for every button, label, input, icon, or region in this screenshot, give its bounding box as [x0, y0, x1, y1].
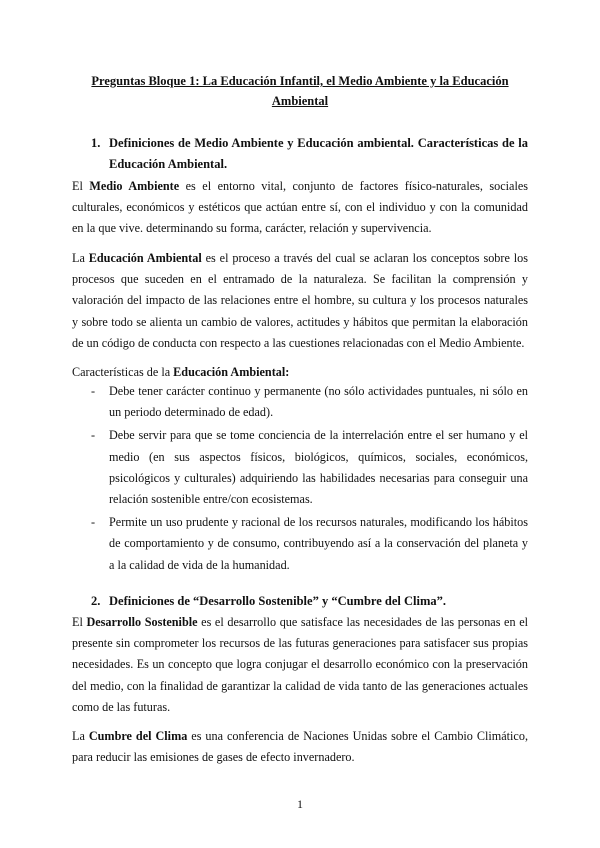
section-2-heading: [91, 591, 528, 612]
page-number: 1: [297, 797, 303, 811]
paragraph-text: es el desarrollo que satisface las necesidades de las personas en el presente sin comprometer los recursos de las futuras generaciones para satisfacer sus propias necesidades. Es un concepto que logra conjugar el desarrollo económico con la preservación del medio, con la finalidad de garantizar la calidad de vida tanto de las generaciones actuales como de las futuras.: [72, 615, 528, 714]
caracteristicas-list: [72, 381, 528, 578]
paragraph-text: es una conferencia de Naciones Unidas sobre el Cambio Climático, para reducir las emisiones de gases de efecto invernadero.: [72, 729, 528, 765]
list-item: [72, 512, 528, 576]
paragraph-cumbre-clima: [72, 726, 528, 768]
section-2-title: Definiciones de “Desarrollo Sostenible” y “Cumbre del Clima”.: [109, 594, 447, 608]
list-item-text: Debe tener carácter continuo y permanente (no sólo actividades puntuales, ni sólo en un periodo determinado de edad).: [109, 384, 528, 420]
paragraph-lead: El: [72, 179, 90, 193]
paragraph-text: es el entorno vital, conjunto de factores físico-naturales, sociales culturales, económicos y estéticos que actúan entre sí, con el individuo y con la comunidad en la que vive. determinando su forma, carácter, relación y supervivencia.: [72, 179, 528, 236]
paragraph-text: es el proceso a través del cual se aclaran los conceptos sobre los procesos que suceden en el entramado de la naturaleza. Se facilitan la comprensión y valoración del impacto de las relaciones entre el hombre, su cultura y los procesos naturales y sobre todo se alienta un cambio de valores, actitudes y hábitos que permitan la elaboración de un código de conducta con respecto a las cuestiones relacionadas con el Medio Ambiente.: [72, 251, 528, 350]
paragraph-lead: La: [72, 729, 89, 743]
list-item-text: Permite un uso prudente y racional de los recursos naturales, modificando los hábitos de comportamiento y de consumo, contribuyendo así a la conservación del planeta y a la calidad de vida de la humanidad.: [109, 515, 528, 572]
term-cumbre-clima: Cumbre del Clima: [88, 729, 188, 743]
dash-bullet: -: [91, 428, 96, 443]
paragraph-lead: La: [72, 251, 89, 265]
paragraph-lead: Características de la: [72, 365, 174, 379]
section-1-number: 1.: [91, 136, 101, 150]
dash-bullet: -: [91, 384, 96, 398]
term-educacion-ambiental: Educación Ambiental:: [173, 365, 290, 379]
dash-bullet: -: [91, 515, 96, 530]
list-item: [72, 381, 528, 423]
paragraph-medio-ambiente: [72, 176, 528, 240]
paragraph-desarrollo-sostenible: [72, 612, 528, 718]
list-item: [72, 425, 528, 510]
document-title: Preguntas Bloque 1: La Educación Infantil, el Medio Ambiente y la Educación Ambiental: [91, 74, 509, 108]
section-2-number: 2.: [91, 594, 101, 608]
section-1-title: Definiciones de Medio Ambiente y Educación ambiental. Características de la Educación Ambiental.: [109, 136, 528, 171]
term-educacion-ambiental: Educación Ambiental: [88, 251, 202, 265]
list-item-text: Debe servir para que se tome conciencia de la interrelación entre el ser humano y el medio (en sus aspectos físicos, biológicos, químicos, sociales, económicos, psicológicos y culturales) adquiriendo las habilidades necesarias para conseguir una relación sostenible entre/con ecosistemas.: [109, 428, 528, 507]
paragraph-lead: El: [72, 615, 87, 629]
term-medio-ambiente: Medio Ambiente: [89, 179, 180, 193]
section-1-heading: [91, 133, 528, 175]
paragraph-educacion-ambiental: [72, 248, 528, 354]
term-desarrollo-sostenible: Desarrollo Sostenible: [86, 615, 198, 629]
